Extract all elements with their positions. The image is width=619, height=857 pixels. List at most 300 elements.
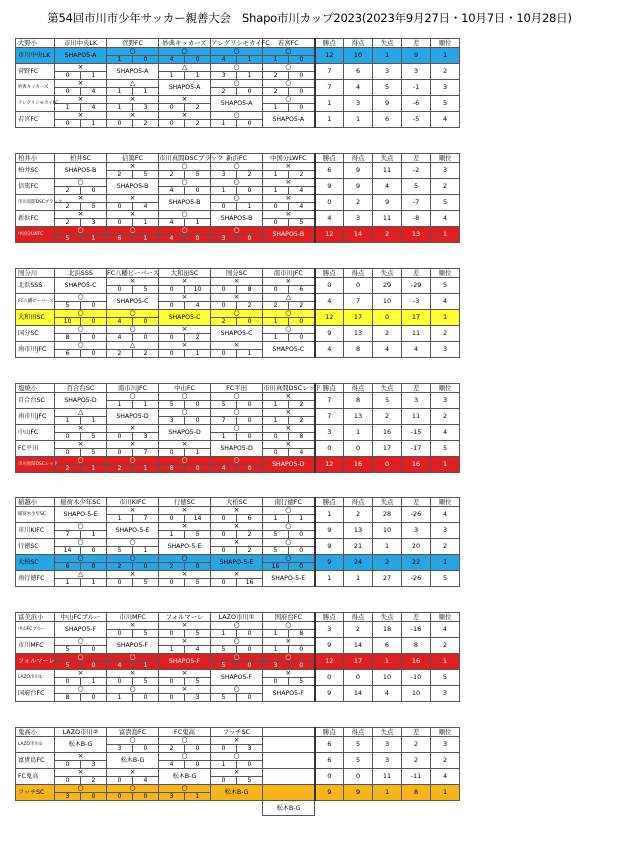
score-for: 0: [263, 286, 289, 294]
score-against: 0: [289, 104, 315, 112]
score-against: 0: [185, 417, 211, 425]
score-against: 0: [185, 563, 211, 571]
result-mark: ×: [159, 622, 211, 630]
score-against: 5: [289, 219, 315, 227]
result-mark: ○: [263, 310, 315, 318]
stat-rank: 4: [431, 211, 460, 227]
stat-rank: 5: [431, 571, 460, 587]
stat-header: 失点: [373, 498, 402, 507]
result-mark: ○: [211, 112, 263, 120]
diagonal-cell: SHAPO5-D: [263, 457, 315, 473]
team-name: 中国分LWFC: [16, 227, 55, 243]
score-for: 0: [211, 531, 237, 539]
diagonal-cell: 松木B-G: [107, 753, 159, 769]
score-for: 1: [263, 318, 289, 326]
result-mark: ×: [55, 211, 107, 219]
score-for: 0: [159, 694, 185, 702]
stat-goals-against: 3: [373, 753, 402, 769]
team-name: 大和田SC: [16, 310, 55, 326]
result-mark: △: [55, 571, 107, 579]
stat-goals-for: 0: [344, 441, 373, 457]
team-row: [16, 310, 460, 318]
result-mark: ○: [159, 753, 211, 761]
score-against: 0: [237, 120, 263, 128]
stat-rank: 2: [431, 179, 460, 195]
stat-goals-for: 3: [344, 96, 373, 112]
diagonal-cell: 松木B-G: [55, 737, 107, 753]
score-against: 3: [185, 694, 211, 702]
result-mark: ×: [107, 769, 159, 777]
result-mark: ○: [211, 638, 263, 646]
score-for: 1: [107, 515, 133, 523]
score-for: 0: [107, 433, 133, 441]
score-for: 4: [107, 662, 133, 670]
stat-goals-for: 16: [344, 457, 373, 473]
score-for: 3: [159, 417, 185, 425]
opponent-header: 百合台SC: [55, 384, 107, 393]
score-for: 4: [159, 56, 185, 64]
result-mark: ○: [107, 555, 159, 563]
diagonal-cell: SHAPO5-A: [263, 112, 315, 128]
score-for: 2: [107, 465, 133, 473]
opponent-header: 菅野FC: [107, 39, 159, 48]
diagonal-cell: SHAPO5-B: [211, 211, 263, 227]
score-against: 1: [237, 72, 263, 80]
score-for: 10: [55, 318, 81, 326]
score-for: 0: [107, 219, 133, 227]
team-name: 市川MFC: [16, 638, 55, 654]
stat-goals-for: 0: [344, 769, 373, 785]
score-against: 5: [81, 433, 107, 441]
score-for: 2: [55, 203, 81, 211]
result-mark: ○: [55, 326, 107, 334]
score-against: 0: [289, 563, 315, 571]
result-mark: ○: [55, 457, 107, 465]
score-against: 0: [133, 745, 159, 753]
score-for: 0: [55, 433, 81, 441]
stat-rank: 2: [431, 64, 460, 80]
stat-goal-diff: 2: [402, 753, 431, 769]
stat-points: 7: [315, 64, 344, 80]
team-name: 南市川JFC: [16, 409, 55, 425]
result-mark: ○: [107, 48, 159, 56]
stat-goal-diff: 2: [402, 737, 431, 753]
result-mark: ×: [107, 507, 159, 515]
score-against: 0: [81, 302, 107, 310]
stat-goal-diff: 13: [402, 227, 431, 243]
score-against: 5: [133, 171, 159, 179]
team-name: 中山FC: [16, 425, 55, 441]
score-for: 5: [55, 235, 81, 243]
result-mark: ○: [211, 195, 263, 203]
result-mark: ×: [107, 112, 159, 120]
stat-goals-for: 17: [344, 310, 373, 326]
group-name: 国分川: [16, 269, 55, 278]
score-against: 0: [237, 318, 263, 326]
diagonal-cell: SHAPO-5-E: [159, 539, 211, 555]
stat-header: 差: [402, 384, 431, 393]
score-for: 7: [55, 531, 81, 539]
score-for: 4: [159, 235, 185, 243]
stat-goals-for: 1: [344, 112, 373, 128]
score-for: 4: [107, 318, 133, 326]
result-mark: ×: [159, 112, 211, 120]
stat-goal-diff: 16: [402, 457, 431, 473]
result-mark: ×: [211, 571, 263, 579]
score-against: 0: [133, 56, 159, 64]
result-mark: ×: [159, 571, 211, 579]
stat-goal-diff: -6: [402, 96, 431, 112]
team-row: [16, 769, 460, 777]
score-against: 4: [81, 104, 107, 112]
result-mark: ×: [55, 670, 107, 678]
stat-points: 0: [315, 670, 344, 686]
stat-goals-against: 11: [373, 769, 402, 785]
team-row: [16, 112, 460, 120]
stat-goals-against: 1: [373, 785, 402, 801]
stat-header: 得点: [344, 384, 373, 393]
team-row: [16, 539, 460, 547]
stat-header: 順位: [431, 384, 460, 393]
team-row: [16, 294, 460, 302]
team-row: [16, 686, 460, 694]
opponent-header: [263, 728, 315, 737]
stat-header: 勝点: [315, 39, 344, 48]
result-mark: ○: [263, 523, 315, 531]
score-for: 0: [263, 678, 289, 686]
score-against: 1: [237, 56, 263, 64]
result-mark: ×: [263, 163, 315, 171]
score-against: 0: [133, 318, 159, 326]
result-mark: ×: [55, 96, 107, 104]
team-row: [16, 409, 460, 417]
stat-goals-against: 3: [373, 64, 402, 80]
stat-header: 勝点: [315, 154, 344, 163]
stat-goal-diff: -15: [402, 425, 431, 441]
score-against: 4: [289, 187, 315, 195]
group-table: [15, 383, 460, 473]
stat-goals-for: 14: [344, 227, 373, 243]
score-for: 1: [211, 433, 237, 441]
stat-goal-diff: 4: [402, 342, 431, 358]
diagonal-cell: SHAPO5-D: [211, 441, 263, 457]
score-for: 0: [263, 449, 289, 457]
score-for: 0: [263, 433, 289, 441]
result-mark: ×: [211, 342, 263, 350]
result-mark: ○: [55, 310, 107, 318]
result-mark: ○: [263, 64, 315, 72]
opponent-header: FC平田: [211, 384, 263, 393]
score-for: 2: [263, 72, 289, 80]
result-mark: ○: [55, 523, 107, 531]
score-against: 1: [81, 120, 107, 128]
score-against: 0: [81, 547, 107, 555]
stat-goal-diff: -29: [402, 278, 431, 294]
score-for: 1: [159, 646, 185, 654]
opponent-header: アレグリシモカイFC: [211, 38, 270, 47]
score-for: 4: [211, 56, 237, 64]
score-for: 1: [159, 531, 185, 539]
score-against: 3: [133, 104, 159, 112]
score-for: 6: [55, 563, 81, 571]
stat-goal-diff: -2: [402, 163, 431, 179]
result-mark: ×: [263, 195, 315, 203]
score-against: 6: [289, 286, 315, 294]
score-against: 4: [289, 449, 315, 457]
score-against: 0: [289, 334, 315, 342]
team-row: [16, 555, 460, 563]
result-mark: ×: [159, 278, 211, 286]
score-against: 0: [289, 318, 315, 326]
opponent-header: 行徳SC: [159, 498, 211, 507]
team-name: 市川真間DSCブラック: [16, 195, 55, 211]
empty-cell: [263, 737, 315, 753]
result-mark: ○: [55, 555, 107, 563]
stat-rank: 5: [431, 96, 460, 112]
score-for: 3: [263, 662, 289, 670]
score-against: 1: [185, 219, 211, 227]
score-against: 3: [237, 745, 263, 753]
opponent-header: 富貴島FC: [107, 728, 159, 737]
stat-points: 4: [315, 294, 344, 310]
score-for: 1: [211, 630, 237, 638]
stat-points: 0: [315, 195, 344, 211]
score-for: 0: [211, 515, 237, 523]
result-mark: ×: [263, 638, 315, 646]
score-against: 8: [237, 286, 263, 294]
score-against: 0: [289, 56, 315, 64]
score-against: 1: [81, 678, 107, 686]
group-name: 稲越小: [16, 498, 55, 507]
result-mark: ○: [159, 457, 211, 465]
stat-rank: 1: [431, 785, 460, 801]
score-against: 5: [185, 171, 211, 179]
stat-goal-diff: 22: [402, 555, 431, 571]
score-for: 4: [107, 334, 133, 342]
stat-goals-against: 4: [373, 342, 402, 358]
score-against: 0: [289, 646, 315, 654]
result-mark: ○: [107, 310, 159, 318]
result-mark: ○: [211, 64, 263, 72]
score-against: 0: [133, 563, 159, 571]
score-against: 2: [185, 334, 211, 342]
result-mark: △: [263, 294, 315, 302]
score-against: 5: [133, 678, 159, 686]
stat-goals-against: 6: [373, 112, 402, 128]
score-against: 0: [289, 662, 315, 670]
result-mark: ○: [211, 457, 263, 465]
stat-goals-for: 14: [344, 686, 373, 702]
diagonal-cell: SHAPO5-B: [159, 195, 211, 211]
result-mark: ×: [211, 737, 263, 745]
team-name: 富貴島FC: [16, 753, 55, 769]
result-mark: ×: [107, 96, 159, 104]
stat-goals-for: 5: [344, 753, 373, 769]
score-for: 0: [159, 678, 185, 686]
empty-cell: [263, 753, 315, 769]
score-for: 1: [263, 334, 289, 342]
result-mark: ○: [55, 227, 107, 235]
diagonal-cell: SHAPO-5-E: [107, 523, 159, 539]
score-for: 0: [159, 515, 185, 523]
opponent-header: 若宮FC: [263, 39, 315, 48]
stat-goals-for: 3: [344, 211, 373, 227]
stat-goals-against: 4: [373, 686, 402, 702]
score-against: 0: [81, 646, 107, 654]
stat-goals-against: 5: [373, 80, 402, 96]
stat-rank: 1: [431, 654, 460, 670]
stat-goal-diff: 8: [402, 638, 431, 654]
score-for: 0: [107, 120, 133, 128]
score-for: 5: [211, 694, 237, 702]
team-row: [16, 737, 460, 745]
score-against: 8: [289, 433, 315, 441]
group-table: [15, 612, 460, 702]
score-for: 5: [55, 302, 81, 310]
result-mark: ×: [263, 179, 315, 187]
stat-points: 4: [315, 211, 344, 227]
score-for: 0: [107, 777, 133, 785]
team-name: 信篤FC: [16, 179, 55, 195]
score-against: 0: [185, 56, 211, 64]
score-against: 0: [237, 662, 263, 670]
result-mark: ○: [55, 638, 107, 646]
score-against: 5: [133, 630, 159, 638]
opponent-header: 南行徳FC: [263, 498, 315, 507]
result-mark: ×: [107, 441, 159, 449]
score-against: 3: [81, 219, 107, 227]
stat-points: 12: [315, 457, 344, 473]
diagonal-cell: SHAPO5-A: [159, 80, 211, 96]
opponent-header: 中山FC: [159, 384, 211, 393]
score-for: 3: [211, 171, 237, 179]
result-mark: ○: [211, 393, 263, 401]
opponent-header: 国分SC: [211, 269, 263, 278]
stat-goals-for: 2: [344, 622, 373, 638]
stat-goals-against: 18: [373, 622, 402, 638]
diagonal-cell: SHAPO-5-E: [55, 507, 107, 523]
result-mark: ○: [211, 654, 263, 662]
stat-header: 失点: [373, 384, 402, 393]
opponent-header: 信篤FC: [107, 154, 159, 163]
score-for: 0: [107, 286, 133, 294]
score-against: 1: [81, 579, 107, 587]
stat-goals-for: 1: [344, 571, 373, 587]
score-for: 5: [211, 662, 237, 670]
result-mark: ×: [55, 64, 107, 72]
team-name: 国分SC: [16, 326, 55, 342]
team-row: [16, 96, 460, 104]
team-row: [16, 753, 460, 761]
diagonal-cell: SHAPO5-F: [211, 670, 263, 686]
team-name: 中山FCブルー: [16, 622, 55, 638]
diagonal-cell: SHAPO5-C: [159, 310, 211, 326]
stat-goal-diff: -17: [402, 441, 431, 457]
stat-points: 12: [315, 654, 344, 670]
score-against: 0: [81, 318, 107, 326]
stat-points: 12: [315, 48, 344, 64]
result-mark: ×: [107, 622, 159, 630]
result-mark: △: [107, 80, 159, 88]
score-against: 1: [237, 203, 263, 211]
result-mark: ×: [263, 211, 315, 219]
result-mark: ○: [55, 294, 107, 302]
result-mark: ○: [211, 425, 263, 433]
stat-goals-for: 8: [344, 393, 373, 409]
stat-points: 9: [315, 539, 344, 555]
stat-goals-for: 1: [344, 425, 373, 441]
stat-points: 3: [315, 622, 344, 638]
stat-header: 得点: [344, 154, 373, 163]
score-against: 3: [81, 761, 107, 769]
result-mark: ○: [159, 555, 211, 563]
stat-goals-against: 11: [373, 163, 402, 179]
team-name: 北浜SSS: [16, 278, 55, 294]
group-name: 富美浜小: [16, 613, 55, 622]
stat-goals-for: 13: [344, 523, 373, 539]
stat-header: 勝点: [315, 269, 344, 278]
stat-points: 1: [315, 96, 344, 112]
score-against: 0: [237, 401, 263, 409]
result-mark: ×: [211, 278, 263, 286]
team-name: 若宮FC: [16, 112, 55, 128]
score-for: 5: [211, 646, 237, 654]
stat-rank: 3: [431, 686, 460, 702]
score-against: 0: [289, 547, 315, 555]
score-against: 4: [81, 88, 107, 96]
stat-goals-for: 9: [344, 163, 373, 179]
score-for: 0: [263, 219, 289, 227]
diagonal-cell: SHAPO5-A: [55, 48, 107, 64]
stat-header: 得点: [344, 269, 373, 278]
team-name: アレグリシモカイFC: [16, 96, 55, 112]
score-for: 0: [55, 678, 81, 686]
stat-header: 順位: [431, 498, 460, 507]
result-mark: ○: [55, 686, 107, 694]
stat-rank: 1: [431, 310, 460, 326]
team-row: [16, 278, 460, 286]
stat-goal-diff: -16: [402, 622, 431, 638]
stat-goal-diff: -26: [402, 571, 431, 587]
stat-goals-against: 28: [373, 507, 402, 523]
team-row: [16, 622, 460, 630]
result-mark: ○: [263, 539, 315, 547]
diagonal-cell: SHAPO5-C: [211, 326, 263, 342]
stat-rank: 1: [431, 555, 460, 571]
stat-goals-against: 29: [373, 278, 402, 294]
score-for: 16: [263, 563, 289, 571]
opponent-header: LAZO市川①: [211, 613, 263, 622]
opponent-header: 大和田SC: [159, 269, 211, 278]
team-name: LAZO市川①: [16, 670, 55, 686]
score-against: 0: [237, 694, 263, 702]
result-mark: ○: [159, 393, 211, 401]
result-mark: ○: [159, 409, 211, 417]
diagonal-cell: SHAPO5-F: [107, 638, 159, 654]
score-against: 2: [133, 120, 159, 128]
score-for: 1: [107, 694, 133, 702]
score-against: 0: [237, 235, 263, 243]
result-mark: ○: [55, 179, 107, 187]
score-against: 0: [81, 694, 107, 702]
team-row: [16, 211, 460, 219]
score-for: 2: [55, 465, 81, 473]
score-for: 1: [263, 171, 289, 179]
result-mark: ×: [55, 753, 107, 761]
stat-rank: 5: [431, 195, 460, 211]
result-mark: ○: [159, 163, 211, 171]
score-against: 0: [237, 761, 263, 769]
